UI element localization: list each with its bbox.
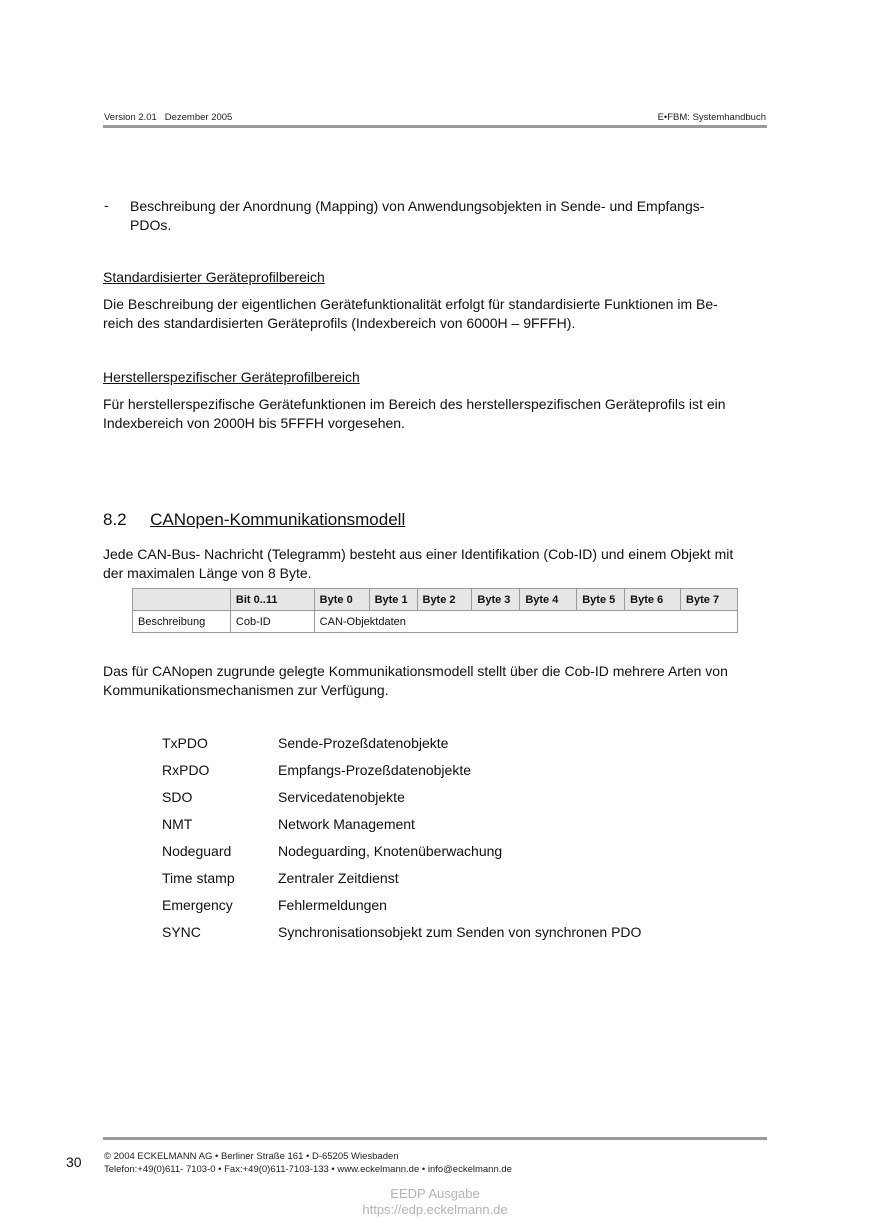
intro-bullet-line-1: Beschreibung der Anordnung (Mapping) von Anwendungsobjekten in Sende- und Empfangs-	[130, 198, 705, 214]
page-number: 30	[66, 1154, 82, 1170]
mechanism-term: NMT	[162, 816, 193, 832]
table-header-cell: Byte 5	[577, 589, 625, 611]
section-body-manufacturer	[103, 395, 763, 432]
header-title: E•FBM: Systemhandbuch	[657, 112, 766, 123]
table-header-row	[133, 589, 738, 611]
mechanism-term: SDO	[162, 789, 193, 805]
mechanism-description: Synchronisationsobjekt zum Senden von synchronen PDO	[278, 924, 642, 940]
chapter-number: 8.2	[103, 510, 127, 529]
table-header-cell: Byte 0	[314, 589, 369, 611]
footer-contact: Telefon:+49(0)611- 7103-0 • Fax:+49(0)611-7103-133 • www.eckelmann.de • info@eckelmann.de	[104, 1164, 512, 1175]
table-header-cell: Byte 4	[520, 589, 577, 611]
section-title-standard: Standardisierter Geräteprofilbereich	[103, 269, 325, 285]
section-manufacturer-line-2: Indexbereich von 2000H bis 5FFFH vorgesehen.	[103, 414, 405, 431]
mechanism-term: Nodeguard	[162, 843, 232, 859]
mechanism-term: RxPDO	[162, 762, 210, 778]
section-standard-line-1: Die Beschreibung der eigentlichen Gerätefunktionalität erfolgt für standardisierte Funktionen im Be-	[103, 296, 718, 312]
mechanism-description: Zentraler Zeitdienst	[278, 870, 399, 886]
mechanism-term: TxPDO	[162, 735, 208, 751]
mechanism-description: Nodeguarding, Knotenüberwachung	[278, 843, 503, 859]
table-header-cell: Byte 1	[369, 589, 417, 611]
table-row	[133, 611, 738, 633]
chapter-intro	[103, 545, 763, 582]
intro-bullet-text	[130, 197, 760, 234]
table-row-label: Beschreibung	[133, 611, 231, 633]
model-intro-line-1: Das für CANopen zugrunde gelegte Kommunikationsmodell stellt über die Cob-ID mehrere Arten von	[103, 663, 728, 679]
bullet-dash: -	[104, 197, 109, 213]
table-header-cell: Bit 0..11	[230, 589, 314, 611]
model-intro-line-2: Kommunikationsmechanismen zur Verfügung.	[103, 681, 389, 698]
table-cell-cob-id: Cob-ID	[230, 611, 314, 633]
table-cell-object-data: CAN-Objektdaten	[314, 611, 737, 633]
header-rule	[103, 125, 767, 128]
mechanism-term: SYNC	[162, 924, 201, 940]
mechanism-description: Network Management	[278, 816, 415, 832]
footer-address: © 2004 ECKELMANN AG • Berliner Straße 161 • D-65205 Wiesbaden	[104, 1151, 399, 1162]
chapter-intro-line-1: Jede CAN-Bus- Nachricht (Telegramm) besteht aus einer Identifikation (Cob-ID) und einem Objekt mit	[103, 546, 734, 562]
section-standard-line-2: reich des standardisierten Geräteprofils (Indexbereich von 6000H – 9FFFH).	[103, 314, 576, 331]
mechanism-term: Time stamp	[162, 870, 235, 886]
can-message-table	[132, 588, 738, 633]
table-header-cell	[133, 589, 231, 611]
table-header-cell: Byte 2	[417, 589, 472, 611]
table-header-cell: Byte 7	[681, 589, 738, 611]
chapter-intro-line-2: der maximalen Länge von 8 Byte.	[103, 564, 312, 581]
mechanism-description: Servicedatenobjekte	[278, 789, 405, 805]
mechanism-term: Emergency	[162, 897, 233, 913]
chapter-heading	[103, 510, 405, 530]
section-body-standard	[103, 295, 763, 332]
mechanism-description: Empfangs-Prozeßdatenobjekte	[278, 762, 471, 778]
header-version: Version 2.01 Dezember 2005	[104, 112, 233, 123]
watermark-url: https://edp.eckelmann.de	[362, 1202, 508, 1217]
section-title-manufacturer: Herstellerspezifischer Geräteprofilbereich	[103, 369, 360, 385]
watermark-edition: EEDP Ausgabe	[390, 1186, 480, 1201]
model-intro	[103, 662, 763, 699]
table-header-cell: Byte 6	[625, 589, 681, 611]
footer-rule	[103, 1137, 767, 1140]
mechanism-description: Sende-Prozeßdatenobjekte	[278, 735, 449, 751]
chapter-title: CANopen-Kommunikationsmodell	[150, 510, 406, 529]
intro-bullet-line-2: PDOs.	[130, 216, 172, 233]
table-header-cell: Byte 3	[472, 589, 520, 611]
mechanism-description: Fehlermeldungen	[278, 897, 387, 913]
section-manufacturer-line-1: Für herstellerspezifische Gerätefunktionen im Bereich des herstellerspezifischen Geräteprofils ist ein	[103, 396, 726, 412]
